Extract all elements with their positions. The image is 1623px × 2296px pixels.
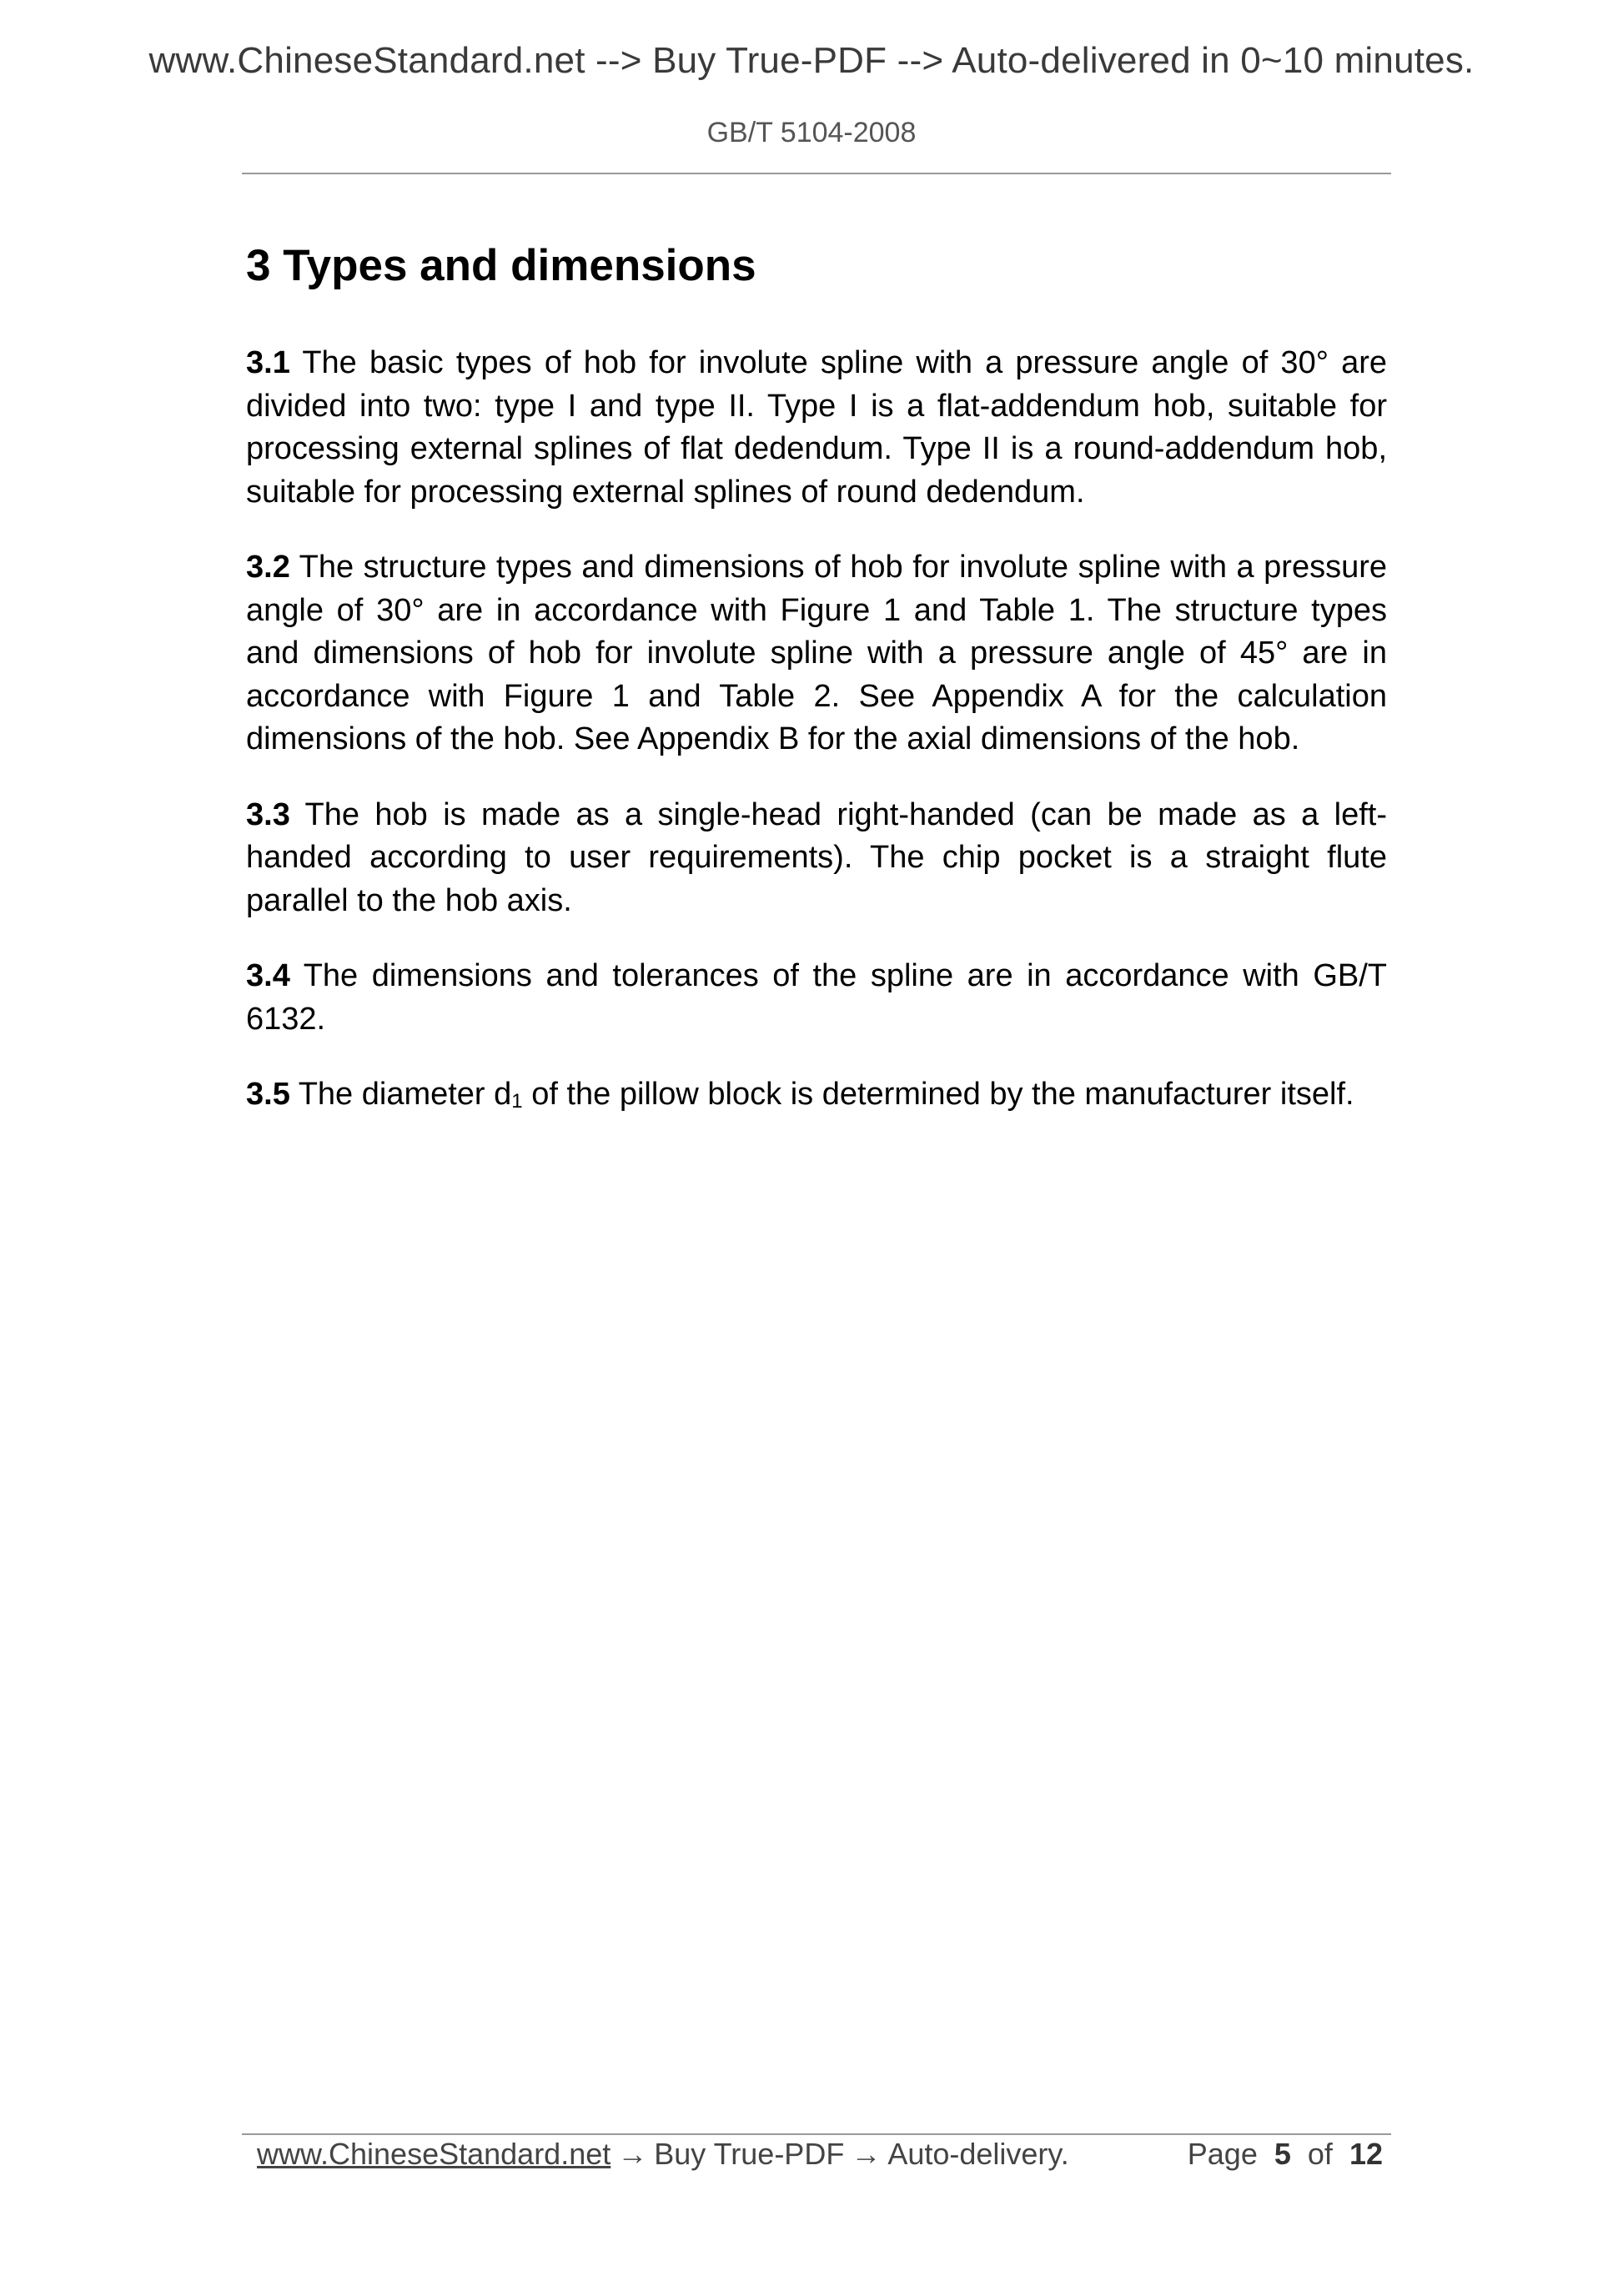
page-footer [257,2137,1383,2178]
page-label: Page [1187,2137,1258,2171]
subscript: 1 [511,1090,523,1113]
document-code: GB/T 5104-2008 [706,117,917,148]
clause-text: The diameter d [298,1077,512,1112]
website-link[interactable]: www.ChineseStandard.net [257,2137,611,2171]
right-arrow-icon: → [617,2137,648,2171]
right-arrow-icon: → [851,2137,882,2171]
clause-text: of the pillow block is determined by the manufacturer itself. [522,1077,1354,1112]
buy-text: Buy True-PDF [654,2137,845,2171]
clause-3-3 [246,794,1387,923]
footer-promo [257,2137,1069,2172]
clause-number: 3.2 [246,550,290,585]
clause-text: The dimensions and tolerances of the spline are in accordance with GB/T 6132. [246,958,1387,1037]
section-body [246,342,1387,1149]
clause-3-4 [246,955,1387,1041]
clause-3-2 [246,546,1387,761]
clause-3-1 [246,342,1387,514]
section-heading: 3 Types and dimensions [246,241,756,290]
clause-number: 3.5 [246,1077,290,1112]
clause-3-5 [246,1073,1387,1117]
page-number [1188,2137,1383,2172]
clause-text: The structure types and dimensions of hob for involute spline with a pressure angle of 30° are in accordance with Figure 1 and Table 1. The structure types and dimensions of hob for involute spline with a pressure angle of 45° are in accordance with Figure 1 and Table 2. See Appendix A for the calculation dimensions of the hob. See Appendix B for the axial dimensions of the hob. [246,550,1387,756]
of-label: of [1307,2137,1333,2171]
header-divider [242,173,1391,174]
top-banner: www.ChineseStandard.net --> Buy True-PDF --> Auto-delivered in 0~10 minutes. [148,40,1475,81]
page-total: 12 [1349,2137,1383,2171]
clause-text: The basic types of hob for involute spline with a pressure angle of 30° are divided into two: type I and type II. Type I is a flat-addendum hob, suitable for processing external splines of flat dedendum. Type II is a round-addendum hob, suitable for processing external splines of round dedendum. [246,345,1387,510]
page-current: 5 [1274,2137,1291,2171]
delivery-text: Auto-delivery. [887,2137,1069,2171]
clause-number: 3.4 [246,958,290,993]
clause-text: The hob is made as a single-head right-handed (can be made as a left-handed according to user requirements). The chip pocket is a straight flute parallel to the hob axis. [246,796,1388,918]
clause-number: 3.3 [246,796,290,832]
clause-number: 3.1 [246,345,290,380]
footer-divider [242,2133,1391,2135]
